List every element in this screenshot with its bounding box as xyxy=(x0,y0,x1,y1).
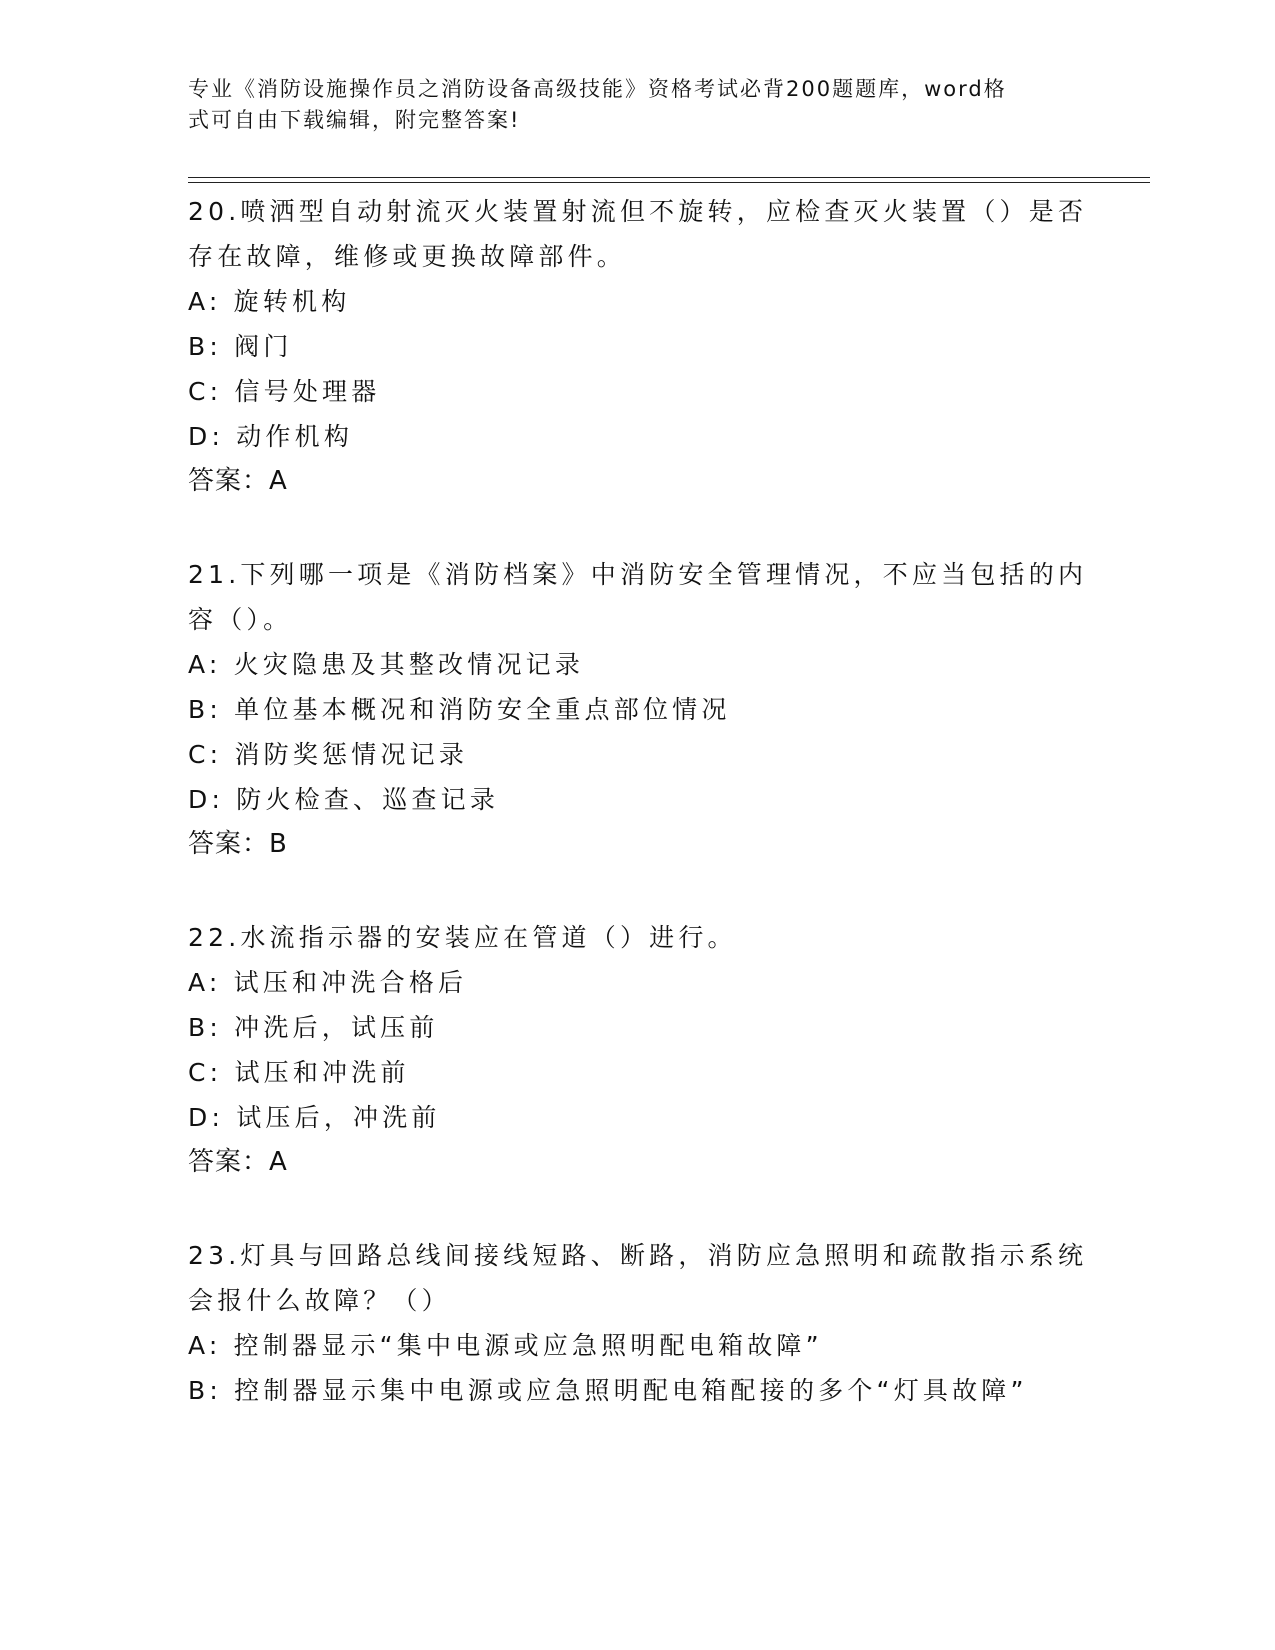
answer-line xyxy=(188,459,1088,504)
option-label: C: xyxy=(188,1058,223,1087)
option-text: 火灾隐患及其整改情况记录 xyxy=(233,650,585,679)
header-divider-top xyxy=(188,177,1150,178)
option-a xyxy=(188,1323,1088,1368)
option-label: B: xyxy=(188,1013,222,1042)
option-a xyxy=(188,279,1088,324)
header-title-line-2: 式可自由下载编辑，附完整答案! xyxy=(188,108,521,132)
option-text: 试压和冲洗前 xyxy=(234,1058,410,1087)
option-label: B: xyxy=(188,695,222,724)
option-text: 冲洗后，试压前 xyxy=(234,1013,439,1042)
option-text: 试压后，冲洗前 xyxy=(236,1103,441,1132)
option-b xyxy=(188,1368,1088,1413)
question-20 xyxy=(188,189,1088,504)
question-stem-line: 会报什么故障？（） xyxy=(188,1286,451,1315)
question-stem-line: 22.水流指示器的安装应在管道（）进行。 xyxy=(188,923,737,952)
option-b xyxy=(188,324,1088,369)
option-label: B: xyxy=(188,332,222,361)
option-d xyxy=(188,414,1088,459)
option-label: B: xyxy=(188,1376,222,1405)
option-c xyxy=(188,369,1088,414)
option-text: 试压和冲洗合格后 xyxy=(233,968,468,997)
option-label: D: xyxy=(188,1103,225,1132)
answer-line xyxy=(188,1140,1088,1185)
option-text: 阀门 xyxy=(234,332,293,361)
option-text: 控制器显示集中电源或应急照明配电箱配接的多个“灯具故障” xyxy=(234,1376,1028,1405)
document-header xyxy=(188,74,1088,136)
answer-line xyxy=(188,822,1088,867)
option-text: 控制器显示“集中电源或应急照明配电箱故障” xyxy=(233,1331,823,1360)
option-c xyxy=(188,732,1088,777)
question-spacer xyxy=(188,504,1088,552)
option-label: D: xyxy=(188,785,225,814)
option-d xyxy=(188,777,1088,822)
option-label: A: xyxy=(188,650,222,679)
option-label: C: xyxy=(188,740,223,769)
option-text: 消防奖惩情况记录 xyxy=(234,740,469,769)
question-spacer xyxy=(188,867,1088,915)
question-stem-line: 21.下列哪一项是《消防档案》中消防安全管理情况，不应当包括的内 xyxy=(188,560,1088,589)
option-d xyxy=(188,1095,1088,1140)
question-list xyxy=(188,189,1088,1413)
answer-value: A xyxy=(269,1147,288,1177)
option-label: A: xyxy=(188,1331,222,1360)
answer-value: B xyxy=(269,829,288,859)
question-stem-line: 20.喷洒型自动射流灭火装置射流但不旋转，应检查灭火装置（）是否 xyxy=(188,197,1088,226)
question-23 xyxy=(188,1233,1088,1413)
answer-value: A xyxy=(269,466,288,496)
option-label: A: xyxy=(188,287,222,316)
question-stem-line: 存在故障，维修或更换故障部件。 xyxy=(188,242,627,271)
option-text: 防火检查、巡查记录 xyxy=(236,785,500,814)
question-stem-line: 容（）。 xyxy=(188,605,293,634)
option-c xyxy=(188,1050,1088,1095)
answer-label: 答案： xyxy=(188,1147,270,1177)
answer-label: 答案： xyxy=(188,829,270,859)
header-title-line-1: 专业《消防设施操作员之消防设备高级技能》资格考试必背200题题库，word格 xyxy=(188,77,1007,101)
option-text: 动作机构 xyxy=(236,422,354,451)
option-text: 单位基本概况和消防安全重点部位情况 xyxy=(234,695,731,724)
question-spacer xyxy=(188,1185,1088,1233)
question-stem-line: 23.灯具与回路总线间接线短路、断路，消防应急照明和疏散指示系统 xyxy=(188,1241,1088,1270)
option-b xyxy=(188,687,1088,732)
option-label: D: xyxy=(188,422,225,451)
option-a xyxy=(188,960,1088,1005)
option-text: 信号处理器 xyxy=(234,377,381,406)
question-21 xyxy=(188,552,1088,867)
option-a xyxy=(188,642,1088,687)
option-text: 旋转机构 xyxy=(233,287,351,316)
header-divider-bottom xyxy=(188,182,1150,183)
option-label: C: xyxy=(188,377,223,406)
option-b xyxy=(188,1005,1088,1050)
option-label: A: xyxy=(188,968,222,997)
question-22 xyxy=(188,915,1088,1185)
answer-label: 答案： xyxy=(188,466,270,496)
